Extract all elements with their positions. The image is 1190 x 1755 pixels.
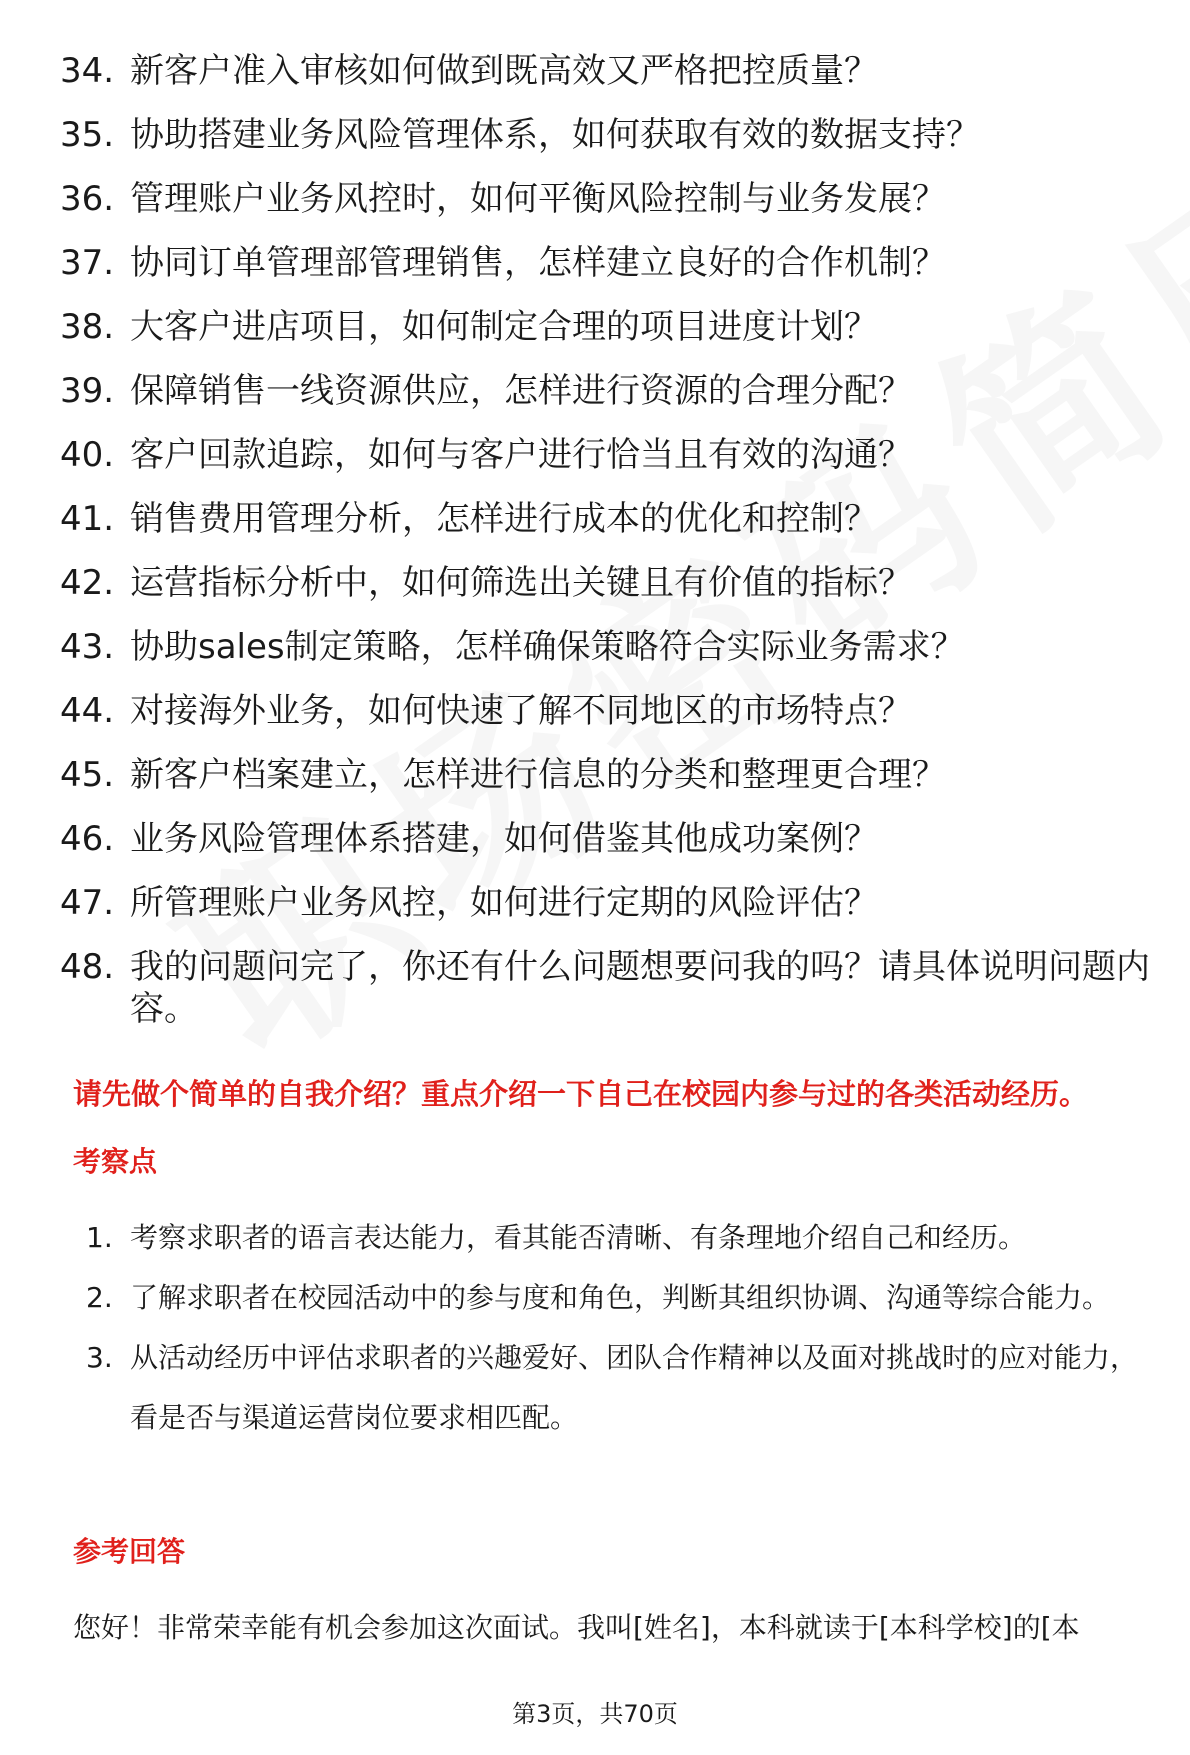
question-text: 新客户准入审核如何做到既高效又严格把控质量？ <box>130 51 878 91</box>
question-list <box>60 50 1160 1052</box>
question-text: 新客户档案建立，怎样进行信息的分类和整理更合理？ <box>130 755 946 795</box>
question-text: 协同订单管理部管理销售，怎样建立良好的合作机制？ <box>130 243 946 283</box>
question-text: 协助搭建业务风险管理体系，如何获取有效的数据支持？ <box>130 115 980 155</box>
question-item <box>60 114 1160 156</box>
question-number: 43. <box>60 627 115 667</box>
featured-question: 请先做个简单的自我介绍？重点介绍一下自己在校园内参与过的各类活动经历。 <box>73 1077 1089 1111</box>
point-number: 3. <box>86 1341 113 1374</box>
page-footer: 第3页，共70页 <box>512 1700 678 1728</box>
question-item <box>60 562 1160 604</box>
question-item <box>60 882 1160 924</box>
question-number: 44. <box>60 691 115 731</box>
question-number: 48. <box>60 947 115 987</box>
question-text: 保障销售一线资源供应，怎样进行资源的合理分配？ <box>130 371 912 411</box>
question-text: 所管理账户业务风控，如何进行定期的风险评估？ <box>130 883 878 923</box>
question-text: 客户回款追踪，如何与客户进行恰当且有效的沟通？ <box>130 435 912 475</box>
question-item <box>60 434 1160 476</box>
question-number: 46. <box>60 819 115 859</box>
question-number: 42. <box>60 563 115 603</box>
question-number: 47. <box>60 883 115 923</box>
question-text: 我的问题问完了，你还有什么问题想要问我的吗？请具体说明问题内容。 <box>130 947 1150 1029</box>
assessment-point <box>86 1268 1156 1328</box>
question-item <box>60 178 1160 220</box>
question-item <box>60 242 1160 284</box>
point-text: 考察求职者的语言表达能力，看其能否清晰、有条理地介绍自己和经历。 <box>130 1221 1027 1254</box>
question-text: 管理账户业务风控时，如何平衡风险控制与业务发展？ <box>130 179 946 219</box>
assessment-points <box>86 1208 1156 1448</box>
question-item <box>60 754 1160 796</box>
question-text: 运营指标分析中，如何筛选出关键且有价值的指标？ <box>130 563 912 603</box>
question-item <box>60 946 1160 1030</box>
question-number: 35. <box>60 115 115 155</box>
point-text: 从活动经历中评估求职者的兴趣爱好、团队合作精神以及面对挑战时的应对能力，看是否与渠道运营岗位要求相匹配。 <box>130 1341 1139 1434</box>
question-number: 34. <box>60 51 115 91</box>
question-item <box>60 818 1160 860</box>
question-number: 37. <box>60 243 115 283</box>
assessment-point <box>86 1208 1156 1268</box>
question-number: 45. <box>60 755 115 795</box>
question-item <box>60 690 1160 732</box>
question-item <box>60 306 1160 348</box>
question-text: 协助sales制定策略，怎样确保策略符合实际业务需求？ <box>130 627 965 667</box>
point-text: 了解求职者在校园活动中的参与度和角色，判断其组织协调、沟通等综合能力。 <box>130 1281 1111 1314</box>
question-number: 41. <box>60 499 115 539</box>
question-text: 大客户进店项目，如何制定合理的项目进度计划？ <box>130 307 878 347</box>
reference-answer-label: 参考回答 <box>73 1535 186 1568</box>
question-number: 38. <box>60 307 115 347</box>
reference-answer-text: 您好！非常荣幸能有机会参加这次面试。我叫[姓名]，本科就读于[本科学校]的[本 <box>73 1611 1080 1644</box>
question-number: 39. <box>60 371 115 411</box>
question-item <box>60 626 1160 668</box>
question-item <box>60 498 1160 540</box>
question-item <box>60 50 1160 92</box>
question-number: 36. <box>60 179 115 219</box>
question-text: 业务风险管理体系搭建，如何借鉴其他成功案例？ <box>130 819 878 859</box>
question-text: 销售费用管理分析，怎样进行成本的优化和控制？ <box>130 499 878 539</box>
assessment-point <box>86 1328 1156 1448</box>
point-number: 1. <box>86 1221 113 1254</box>
question-item <box>60 370 1160 412</box>
question-number: 40. <box>60 435 115 475</box>
point-number: 2. <box>86 1281 113 1314</box>
question-text: 对接海外业务，如何快速了解不同地区的市场特点？ <box>130 691 912 731</box>
assessment-label: 考察点 <box>73 1145 158 1178</box>
